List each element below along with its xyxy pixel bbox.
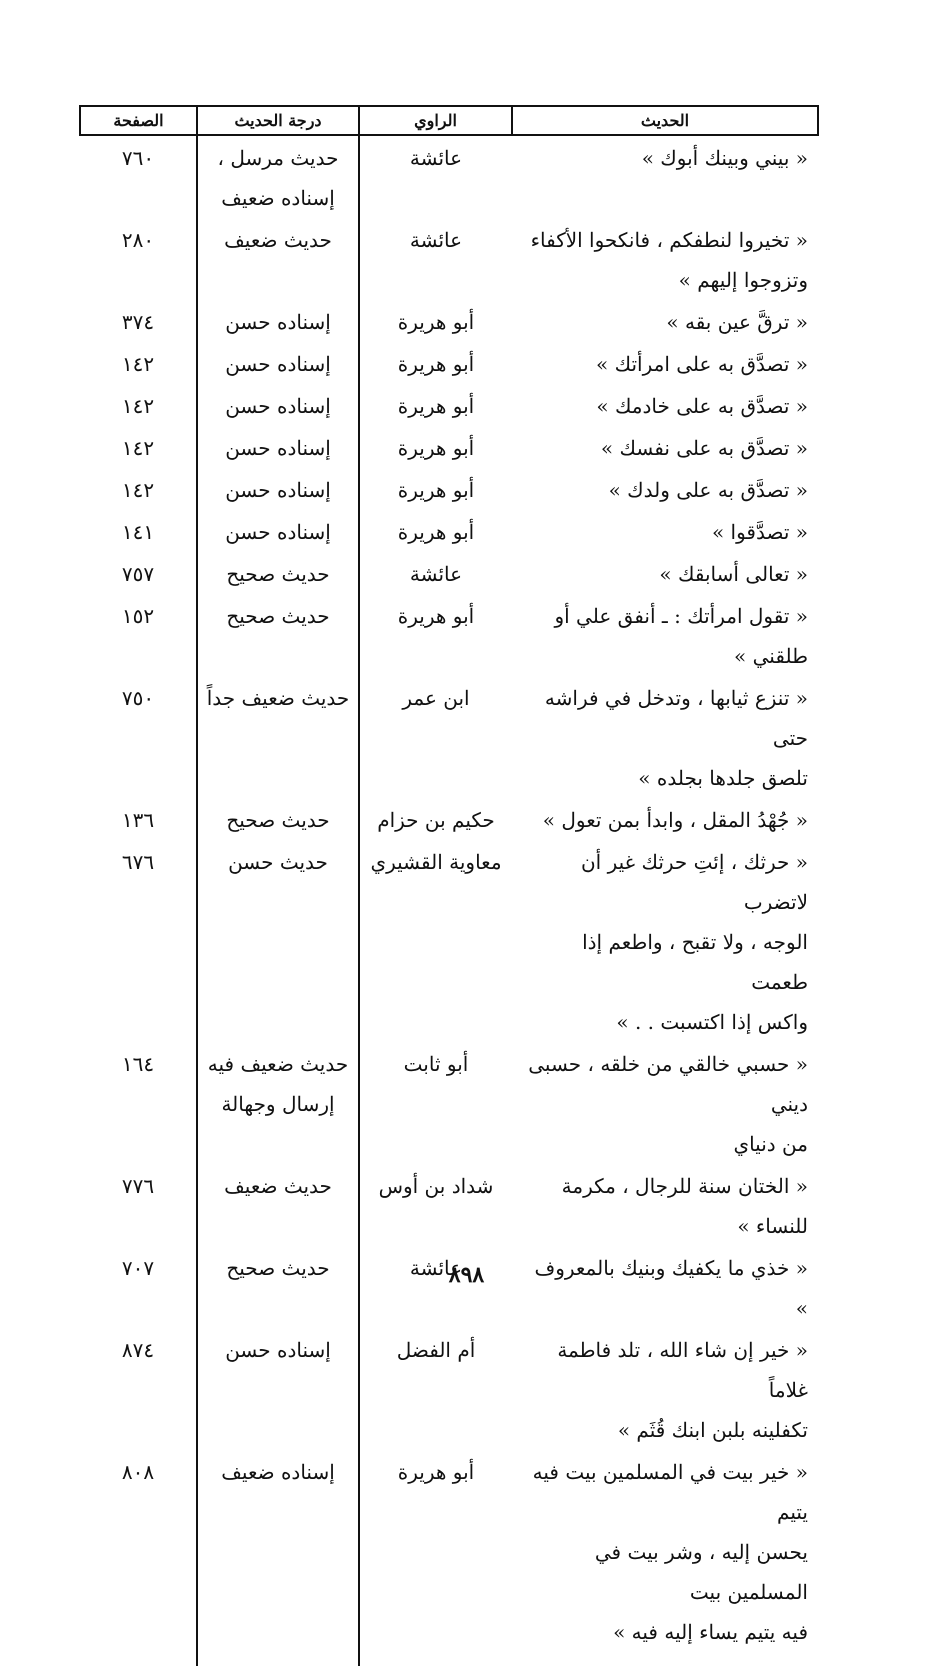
hadith-text: « ترقَّ عين بقه » [666, 310, 808, 334]
narrator: أبو هريرة [359, 510, 512, 552]
page-ref: ١٣٦ [121, 808, 155, 832]
table-row [80, 594, 818, 676]
table-row [80, 426, 818, 468]
table-row [80, 1328, 818, 1450]
hadith-grade: إسناده ضعيف [197, 1450, 359, 1652]
hadith-grade: حديث مرسل ، إسناده ضعيف [197, 135, 359, 218]
table-row [80, 1450, 818, 1652]
page-ref: ١٤١ [121, 520, 155, 544]
hadith-grade: إسناده حسن [197, 1328, 359, 1450]
table-header-row [80, 106, 818, 135]
hadith-grade: إسناده حسن [197, 384, 359, 426]
hadith-grade: إسناده حسن [197, 510, 359, 552]
table-row [80, 840, 818, 1042]
hadith-text: « تعالى أسابقك » [659, 562, 808, 586]
table-row [80, 218, 818, 300]
hadith-grade: حديث ضعيف جداً [197, 676, 359, 798]
hadith-grade: إسناده حسن [197, 342, 359, 384]
hadith-text: « تقول امرأتك : ـ أنفق علي أو طلقني » [554, 604, 808, 668]
header-narrator: الراوي [359, 106, 512, 135]
page-ref: ١٦٤ [121, 1052, 155, 1076]
page-ref: ١٤٢ [121, 478, 155, 502]
hadith-grade: حديث صحيح [197, 594, 359, 676]
page-ref: ١٤٢ [121, 352, 155, 376]
hadith-grade: إسناده حسن [197, 426, 359, 468]
hadith-text: « خذي ما يكفيك وبنيك بالمعروف » [534, 1256, 808, 1320]
narrator: أبو هريرة [359, 594, 512, 676]
page-ref: ١٥٢ [121, 604, 155, 628]
hadith-grade: حديث صحيح [197, 798, 359, 840]
hadith-text: « تصدَّق به على امرأتك » [596, 352, 808, 376]
header-grade: درجة الحديث [197, 106, 359, 135]
narrator: شداد بن أوس [359, 1164, 512, 1246]
page-ref: ١٤٢ [121, 394, 155, 418]
narrator: عائشة [359, 552, 512, 594]
narrator: أبو هريرة [359, 300, 512, 342]
hadith-text: « جُهْدُ المقل ، وابدأ بمن تعول » [542, 808, 808, 832]
table-row-filler [80, 1652, 818, 1666]
table-row [80, 468, 818, 510]
page-ref: ٦٧٦ [121, 850, 155, 874]
header-hadith: الحديث [512, 106, 818, 135]
hadith-text: « خير بيت في المسلمين بيت فيه يتيم يحسن إليه ، وشر بيت في المسلمين بيت فيه يتيم يساء إليه فيه » [532, 1460, 808, 1644]
narrator: أبو هريرة [359, 342, 512, 384]
hadith-grade: إسناده حسن [197, 300, 359, 342]
hadith-grade: حديث ضعيف [197, 1164, 359, 1246]
hadith-index-table [79, 105, 819, 1666]
narrator: عائشة [359, 218, 512, 300]
narrator: عائشة [359, 135, 512, 218]
page-number: ٨٩٨ [448, 1262, 485, 1288]
narrator: أبو ثابت [359, 1042, 512, 1164]
narrator: أم الفضل [359, 1328, 512, 1450]
narrator: حكيم بن حزام [359, 798, 512, 840]
page-ref: ٨٧٤ [121, 1338, 155, 1362]
table-row [80, 1042, 818, 1164]
narrator: أبو هريرة [359, 468, 512, 510]
header-page: الصفحة [80, 106, 197, 135]
page-ref: ٧٠٧ [121, 1256, 155, 1280]
table-row [80, 384, 818, 426]
hadith-text: « تصدَّقوا » [711, 520, 808, 544]
hadith-text: « تخيروا لنطفكم ، فانكحوا الأكفاء وتزوجوا إليهم » [530, 228, 808, 292]
hadith-text: « حرثك ، إئتِ حرثك غير أن لاتضرب الوجه ، ولا تقبح ، واطعم إذا طعمت واكس إذا اكتسبت . . » [580, 850, 808, 1034]
page-ref: ٣٧٤ [121, 310, 155, 334]
table-row [80, 552, 818, 594]
hadith-text: « الختان سنة للرجال ، مكرمة للنساء » [561, 1174, 808, 1238]
narrator: أبو هريرة [359, 384, 512, 426]
page-ref: ٢٨٠ [121, 228, 155, 252]
hadith-grade: حديث ضعيف فيه إرسال وجهالة [197, 1042, 359, 1164]
table-body [80, 135, 818, 1666]
table-row [80, 342, 818, 384]
hadith-grade: حديث ضعيف [197, 218, 359, 300]
hadith-text: « تصدَّق به على نفسك » [600, 436, 808, 460]
table-row [80, 510, 818, 552]
hadith-text: « حسبي خالقي من خلقه ، حسبى ديني من دنياي [528, 1052, 808, 1156]
page-ref: ١٤٢ [121, 436, 155, 460]
hadith-grade: إسناده حسن [197, 468, 359, 510]
narrator: ابن عمر [359, 676, 512, 798]
narrator: أبو هريرة [359, 1450, 512, 1652]
hadith-text: « تصدَّق به على ولدك » [608, 478, 808, 502]
page-ref: ٧٥٠ [121, 686, 155, 710]
table-row [80, 676, 818, 798]
hadith-text: « تنزع ثيابها ، وتدخل في فراشه حتى تلصق جلدها بجلده » [544, 686, 808, 790]
narrator: عائشة [359, 1246, 512, 1328]
hadith-grade: حديث صحيح [197, 552, 359, 594]
narrator: أبو هريرة [359, 426, 512, 468]
page-ref: ٧٧٦ [121, 1174, 155, 1198]
hadith-text: « بيني وبينك أبوك » [641, 146, 808, 170]
page-ref: ٨٠٨ [121, 1460, 155, 1484]
page-ref: ٧٥٧ [121, 562, 155, 586]
hadith-text: « خير إن شاء الله ، تلد فاطمة غلاماً تكفلينه بلبن ابنك قُثَم » [557, 1338, 808, 1442]
table-row [80, 300, 818, 342]
table-row [80, 135, 818, 218]
hadith-text: « تصدَّق به على خادمك » [596, 394, 808, 418]
table-row [80, 1164, 818, 1246]
table-row [80, 798, 818, 840]
page-ref: ٧٦٠ [121, 146, 155, 170]
hadith-grade: حديث صحيح [197, 1246, 359, 1328]
narrator: معاوية القشيري [359, 840, 512, 1042]
hadith-grade: حديث حسن [197, 840, 359, 1042]
